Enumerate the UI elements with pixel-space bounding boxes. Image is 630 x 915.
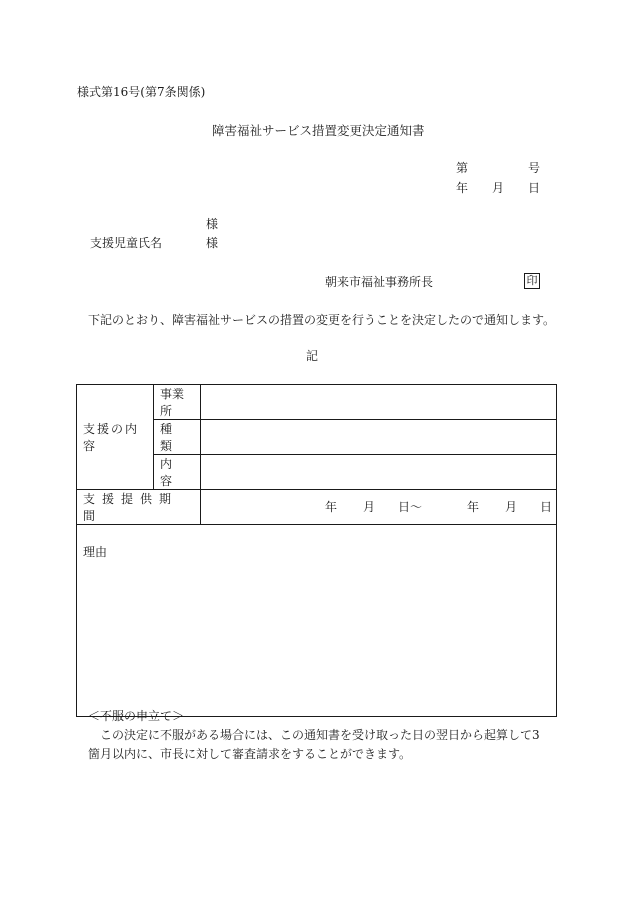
facility-value: [201, 385, 557, 420]
content-label: 内 容: [154, 455, 201, 490]
support-content-label: 支援の内容: [77, 385, 154, 490]
doc-number-dai: 第: [456, 161, 469, 175]
issuer-name: 朝来市福祉事務所長: [325, 275, 434, 289]
period-end-year: 年: [467, 500, 480, 514]
guardian-honorific: 様: [206, 217, 219, 231]
table-row: [77, 385, 557, 420]
seal-mark: 印: [524, 273, 540, 289]
issue-date-year: 年: [456, 181, 469, 195]
issue-date-day: 日: [527, 181, 540, 195]
reason-field: [77, 525, 557, 717]
table-row: [77, 525, 557, 717]
type-label: 種 類: [154, 420, 201, 455]
period-start-day: 日〜: [398, 500, 423, 514]
appeal-text-line-1: この決定に不服がある場合には、この通知書を受け取った日の翌日から起算して3: [100, 728, 540, 742]
facility-label: 事業所: [154, 385, 201, 420]
period-end-day: 日: [540, 500, 553, 514]
notice-body: 下記のとおり、障害福祉サービスの措置の変更を行うことを決定したので通知します。: [88, 313, 556, 327]
document-title: 障害福祉サービス措置変更決定通知書: [212, 123, 425, 138]
doc-number-go: 号: [527, 161, 540, 175]
issue-date-month: 月: [491, 181, 504, 195]
form-number: 様式第16号(第7条関係): [77, 85, 206, 99]
issue-date: [456, 180, 540, 196]
type-value: [201, 420, 557, 455]
period-label: 支援提供期間: [77, 490, 201, 525]
reason-label: 理由: [83, 545, 108, 559]
detail-table: [76, 384, 557, 717]
period-start-month: 月: [363, 500, 376, 514]
document-number-block: [456, 160, 540, 196]
content-value: [201, 455, 557, 490]
ki-heading: 記: [306, 349, 319, 363]
recipient-label: 支援児童氏名: [90, 236, 163, 250]
appeal-text-line-2: 箇月以内に、市長に対して審査請求をすることができます。: [88, 747, 412, 761]
table-row: [77, 490, 557, 525]
period-end-month: 月: [505, 500, 518, 514]
recipient-honorific: 様: [206, 236, 219, 250]
period-value: [201, 490, 557, 525]
period-start-year: 年: [325, 500, 338, 514]
appeal-heading: ＜不服の申立て＞: [88, 709, 185, 723]
